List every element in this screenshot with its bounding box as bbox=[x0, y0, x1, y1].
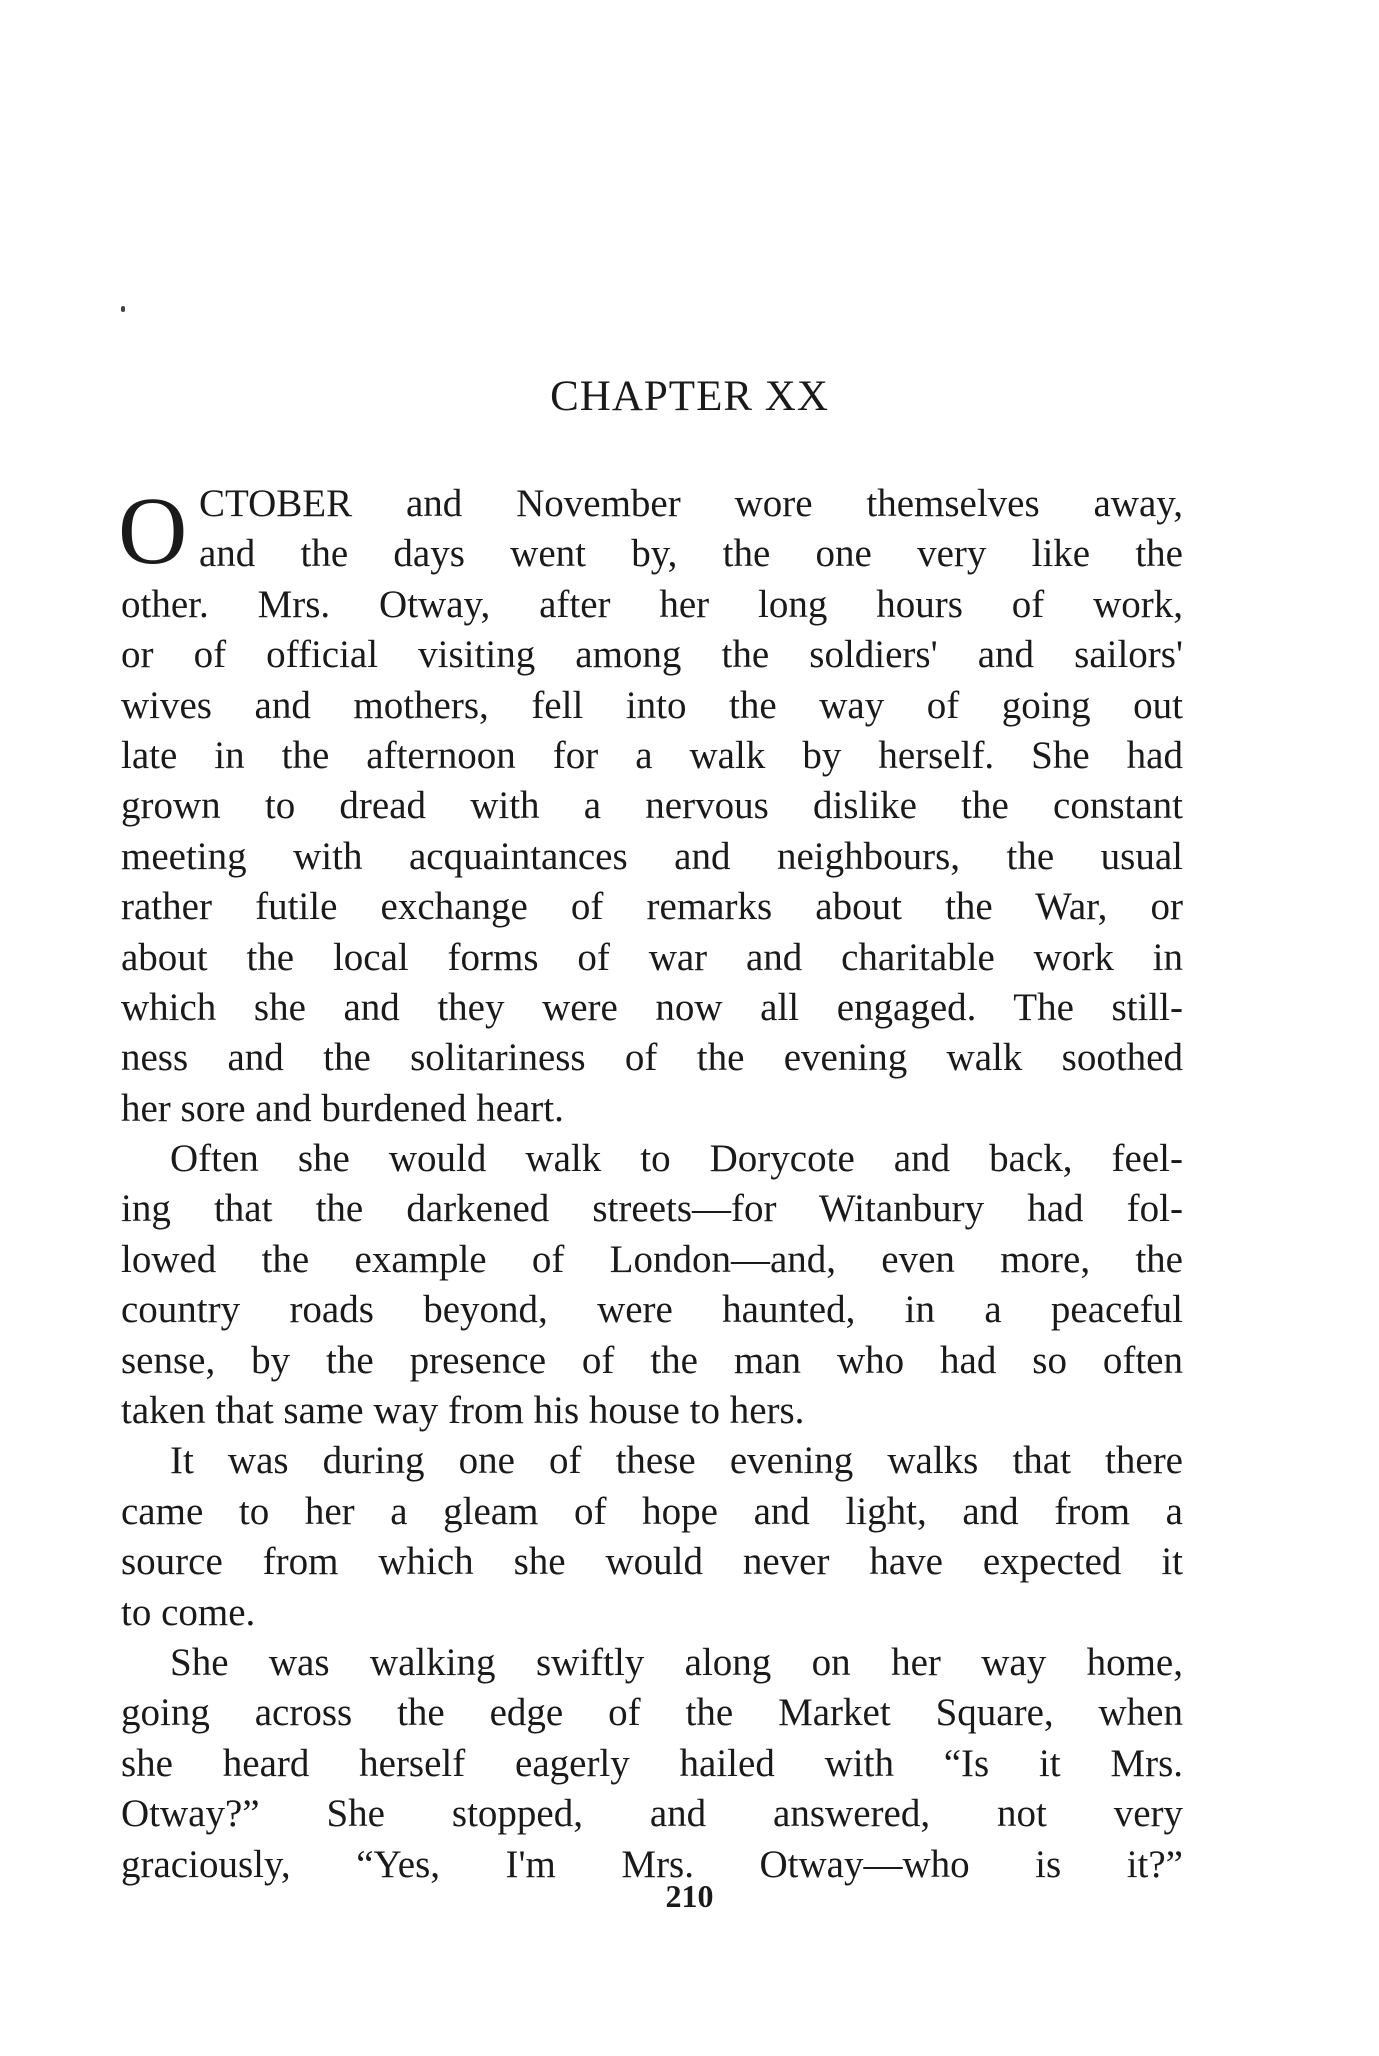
text-line: lowed the example of London—and, even more, the bbox=[121, 1237, 1183, 1281]
chapter-text bbox=[118, 477, 1183, 1890]
text-line: It was during one of these evening walks that there bbox=[170, 1439, 1183, 1483]
text-line: or of official visiting among the soldiers' and sailors' bbox=[121, 633, 1183, 677]
text-line: to come. bbox=[121, 1590, 256, 1634]
text-line: which she and they were now all engaged. The still- bbox=[121, 985, 1183, 1029]
text-line: going across the edge of the Market Square, when bbox=[121, 1691, 1183, 1735]
printer-mark bbox=[121, 306, 125, 312]
page-number: 210 bbox=[665, 1878, 714, 1914]
text-line: CTOBER and November wore themselves away, bbox=[199, 482, 1183, 525]
paragraph-3 bbox=[121, 1436, 1183, 1638]
text-line: came to her a gleam of hope and light, and from a bbox=[121, 1489, 1183, 1533]
text-line: Often she would walk to Dorycote and back, feel- bbox=[170, 1137, 1183, 1181]
text-line: other. Mrs. Otway, after her long hours of work, bbox=[121, 582, 1183, 626]
text-line: late in the afternoon for a walk by herself. She had bbox=[121, 733, 1183, 777]
text-line: source from which she would never have expected it bbox=[121, 1540, 1183, 1584]
text-line: sense, by the presence of the man who had so often bbox=[121, 1338, 1183, 1382]
text-line: meeting with acquaintances and neighbours, the usual bbox=[121, 834, 1183, 878]
text-line: grown to dread with a nervous dislike the constant bbox=[121, 784, 1183, 828]
chapter-title: CHAPTER XX bbox=[550, 373, 829, 420]
text-line: about the local forms of war and charitable work in bbox=[121, 935, 1183, 979]
text-line: graciously, “Yes, I'm Mrs. Otway—who is it?” bbox=[121, 1842, 1183, 1886]
text-line: taken that same way from his house to hers. bbox=[121, 1389, 805, 1433]
text-line: ness and the solitariness of the evening walk soothed bbox=[121, 1036, 1183, 1080]
text-line: her sore and burdened heart. bbox=[121, 1086, 564, 1130]
paragraph-2 bbox=[121, 1134, 1183, 1436]
text-line: wives and mothers, fell into the way of going out bbox=[121, 683, 1183, 727]
drop-cap: O bbox=[118, 477, 188, 584]
paragraph-1 bbox=[118, 477, 1183, 1134]
text-line: she heard herself eagerly hailed with “Is it Mrs. bbox=[121, 1741, 1183, 1785]
text-line: Otway?” She stopped, and answered, not very bbox=[121, 1792, 1183, 1836]
paragraph-4 bbox=[121, 1638, 1183, 1890]
text-line: country roads beyond, were haunted, in a peaceful bbox=[121, 1288, 1183, 1332]
text-line: and the days went by, the one very like the bbox=[199, 532, 1183, 576]
text-line: rather futile exchange of remarks about the War, or bbox=[121, 885, 1183, 929]
text-line: ing that the darkened streets—for Witanbury had fol- bbox=[121, 1187, 1183, 1231]
text-line: She was walking swiftly along on her way home, bbox=[170, 1640, 1183, 1684]
